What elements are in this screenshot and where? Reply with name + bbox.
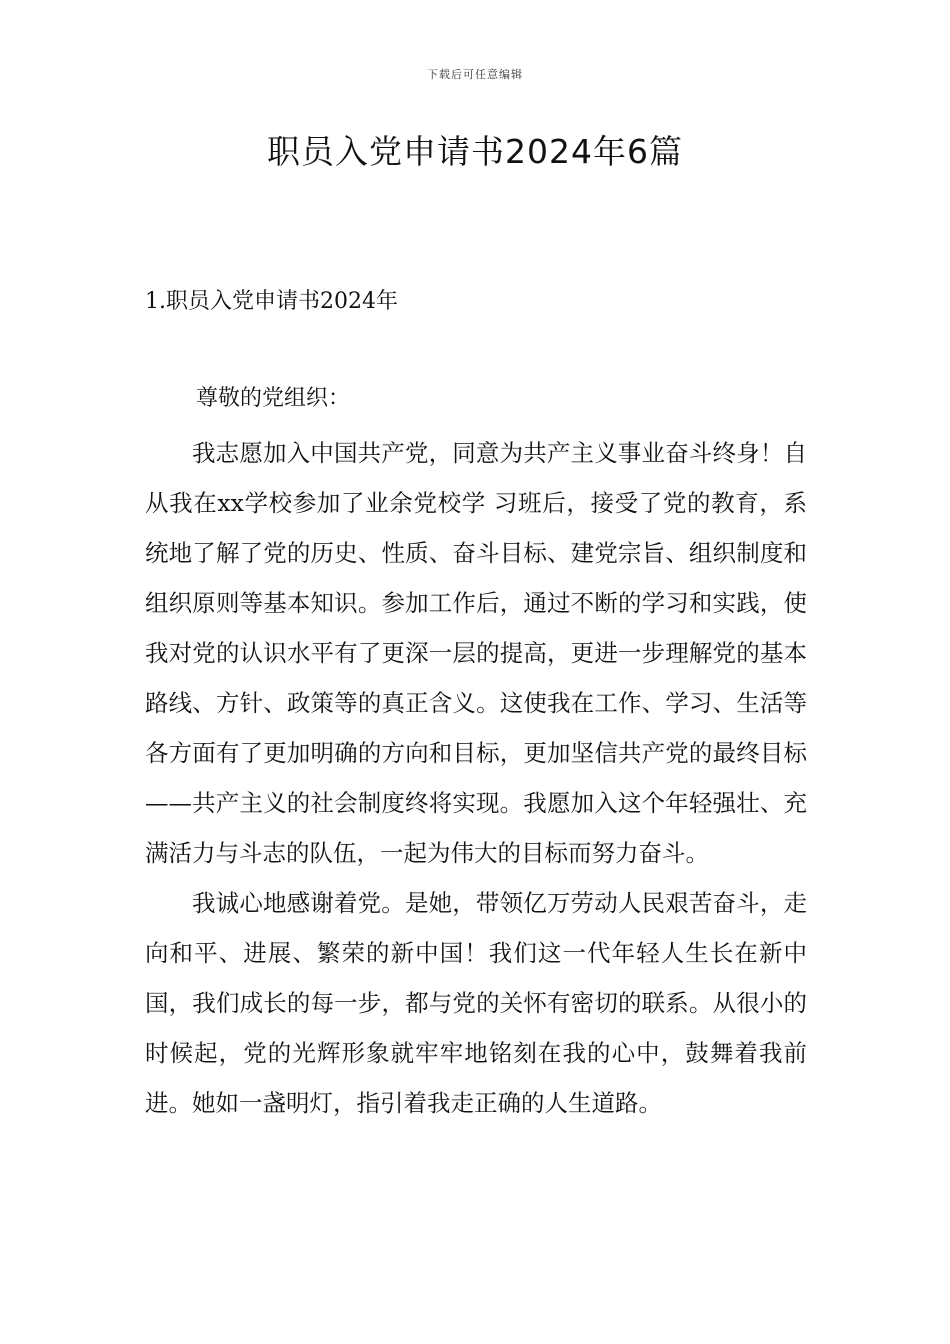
document-title: 职员入党申请书2024年6篇 bbox=[267, 132, 683, 171]
header-note: 下载后可任意编辑 bbox=[427, 68, 523, 81]
section-heading: 1.职员入党申请书2024年 bbox=[145, 289, 398, 314]
letter-body bbox=[145, 428, 807, 1128]
paragraph-1: 我志愿加入中国共产党，同意为共产主义事业奋斗终身！自从我在xx学校参加了业余党校学 习班后，接受了党的教育，系统地了解了党的历史、性质、奋斗目标、建党宗旨、组织制度和组织原则等基本知识。参加工作后，通过不断的学习和实践，使我对党的认识水平有了更深一层的提高，更进一步理解党的基本路线、方针、政策等的真正含义。这使我在工作、学习、生活等各方面有了更加明确的方向和目标，更加坚信共产党的最终目标——共产主义的社会制度终将实现。我愿加入这个年轻强壮、充满活力与斗志的队伍，一起为伟大的目标而努力奋斗。 bbox=[145, 439, 807, 867]
salutation: 尊敬的党组织： bbox=[196, 386, 351, 411]
paragraph-2: 我诚心地感谢着党。是她，带领亿万劳动人民艰苦奋斗，走向和平、进展、繁荣的新中国！我们这一代年轻人生长在新中国，我们成长的每一步，都与党的关怀有密切的联系。从很小的时候起，党的光辉形象就牢牢地铭刻在我的心中，鼓舞着我前进。她如一盏明灯，指引着我走正确的人生道路。 bbox=[145, 889, 807, 1117]
